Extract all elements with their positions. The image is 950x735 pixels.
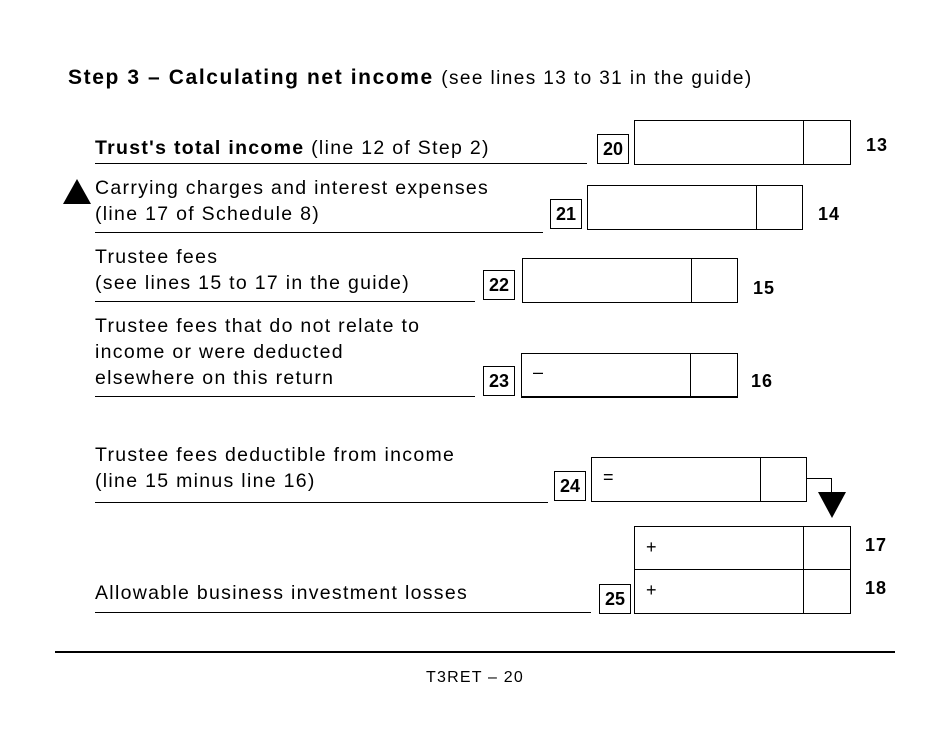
abil-label: Allowable business investment losses — [95, 582, 469, 604]
line-number-15: 15 — [753, 278, 776, 298]
code-box-25: 25 — [599, 584, 631, 614]
line-15-dollars-input[interactable] — [527, 267, 691, 295]
total-income-rest: (line 12 of Step 2) — [304, 137, 490, 159]
line-number-17: 17 — [865, 535, 888, 555]
deductible-line2: (line 15 minus line 16) — [95, 470, 316, 492]
section-title: Step 3 – Calculating net income — [68, 66, 434, 89]
warning-triangle-icon — [63, 179, 91, 204]
line-14-cents-input[interactable] — [760, 194, 802, 222]
underline — [95, 612, 591, 613]
underline — [95, 502, 548, 503]
line-13-dollars-input[interactable] — [639, 129, 803, 157]
section-heading — [68, 66, 753, 90]
row-deductible-fees-label — [95, 442, 455, 494]
row-total-income-label — [95, 135, 490, 161]
carrying-charges-line2: (line 17 of Schedule 8) — [95, 203, 321, 225]
plus-sign: + — [646, 580, 657, 600]
line-number-13: 13 — [866, 135, 889, 155]
deductible-fees-cents-input[interactable] — [764, 466, 806, 494]
code-box-24: 24 — [554, 471, 586, 501]
cents-divider — [691, 259, 692, 302]
line-18-dollars-input[interactable] — [661, 578, 803, 606]
code-box-20: 20 — [597, 134, 629, 164]
equals-sign: = — [603, 467, 614, 487]
minus-sign: – — [533, 362, 544, 382]
cents-divider — [803, 121, 804, 164]
line-17-cents-input[interactable] — [807, 535, 849, 563]
cents-divider — [803, 527, 804, 570]
code-box-23: 23 — [483, 366, 515, 396]
cents-divider — [803, 570, 804, 613]
row-trustee-fees-not-related-label — [95, 313, 420, 391]
footer-rule — [55, 651, 895, 653]
row-abil-label — [95, 580, 468, 606]
total-income-bold: Trust's total income — [95, 137, 305, 159]
deductible-line1: Trustee fees deductible from income — [95, 444, 456, 466]
trustee-fees-line2: (see lines 15 to 17 in the guide) — [95, 272, 410, 294]
arrow-down-icon — [818, 492, 846, 518]
not-related-line1: Trustee fees that do not relate to — [95, 315, 421, 337]
cents-divider — [756, 186, 757, 229]
line-number-16: 16 — [751, 371, 774, 391]
line-14-field[interactable] — [587, 185, 803, 230]
section-subtitle: (see lines 13 to 31 in the guide) — [441, 68, 753, 89]
connector-line — [831, 478, 832, 492]
underline — [95, 396, 475, 397]
underline — [95, 232, 543, 233]
line-18-field[interactable] — [634, 569, 851, 614]
line-15-field[interactable] — [522, 258, 738, 303]
line-16-dollars-input[interactable] — [548, 362, 690, 390]
line-16-cents-input[interactable] — [694, 362, 736, 390]
line-14-dollars-input[interactable] — [592, 194, 756, 222]
connector-line — [807, 478, 832, 479]
not-related-line2: income or were deducted — [95, 341, 344, 363]
line-13-cents-input[interactable] — [807, 129, 849, 157]
code-box-22: 22 — [483, 270, 515, 300]
carrying-charges-line1: Carrying charges and interest expenses — [95, 177, 490, 199]
underline — [95, 301, 475, 302]
deductible-fees-dollars-input[interactable] — [618, 466, 760, 494]
not-related-line3: elsewhere on this return — [95, 367, 335, 389]
plus-sign: + — [646, 537, 657, 557]
deductible-fees-field[interactable] — [591, 457, 807, 502]
line-16-field[interactable] — [521, 353, 738, 398]
line-17-dollars-input[interactable] — [661, 535, 803, 563]
code-box-21: 21 — [550, 199, 582, 229]
cents-divider — [690, 354, 691, 396]
line-13-field[interactable] — [634, 120, 851, 165]
line-17-field[interactable] — [634, 526, 851, 571]
row-trustee-fees-label — [95, 244, 410, 296]
line-18-cents-input[interactable] — [807, 578, 849, 606]
line-number-14: 14 — [818, 204, 841, 224]
line-number-18: 18 — [865, 578, 888, 598]
page-footer: T3RET – 20 — [426, 669, 524, 686]
cents-divider — [760, 458, 761, 501]
underline — [95, 163, 587, 164]
trustee-fees-line1: Trustee fees — [95, 246, 219, 268]
line-15-cents-input[interactable] — [695, 267, 737, 295]
row-carrying-charges-label — [95, 175, 489, 227]
